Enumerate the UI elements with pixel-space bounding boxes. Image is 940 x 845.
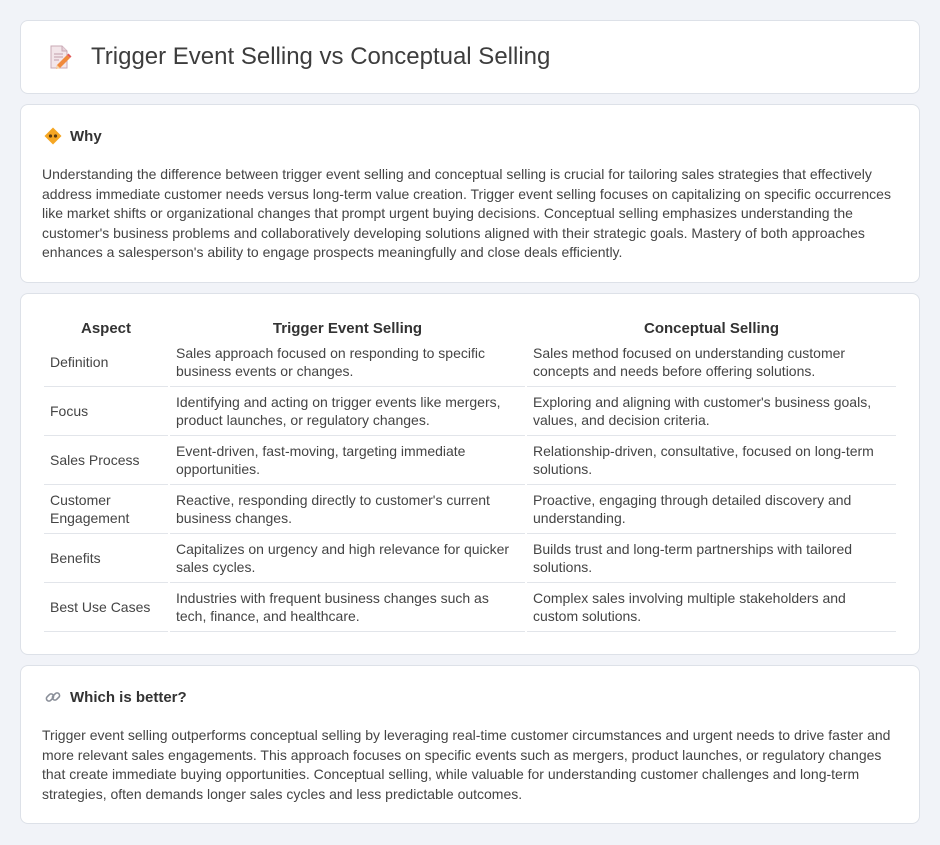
row-conceptual-value: Builds trust and long-term partnerships with tailored solutions.: [527, 534, 896, 583]
row-aspect: Sales Process: [44, 436, 168, 485]
comparison-table-card: [20, 293, 920, 655]
diamond-sign-icon: [44, 127, 62, 145]
row-aspect: Focus: [44, 387, 168, 436]
row-trigger-value: Sales approach focused on responding to specific business events or changes.: [170, 338, 525, 387]
page-title: Trigger Event Selling vs Conceptual Selling: [91, 43, 551, 70]
row-aspect: Best Use Cases: [44, 583, 168, 632]
why-heading: [44, 125, 898, 147]
why-section: [20, 104, 920, 283]
row-trigger-value: Reactive, responding directly to customer's current business changes.: [170, 485, 525, 534]
row-trigger-value: Capitalizes on urgency and high relevance for quicker sales cycles.: [170, 534, 525, 583]
why-text: Understanding the difference between trigger event selling and conceptual selling is crucial for tailoring sales strategies that effectively address immediate customer needs versus long-term value creation. Trigger event selling focuses on capitalizing on specific occurrences like market shifts or organizational changes that prompt urgent buying decisions. Conceptual selling emphasizes understanding the customer's business problems and collaboratively developing solutions aligned with their strategic goals. Mastery of both approaches enhances a salesperson's ability to engage prospects meaningfully and close deals efficiently.: [42, 166, 891, 260]
link-icon: [44, 688, 62, 706]
header-trigger-event-selling: Trigger Event Selling: [272, 320, 423, 337]
row-conceptual-value: Exploring and aligning with customer's business goals, values, and decision criteria.: [527, 387, 896, 436]
row-conceptual-value: Relationship-driven, consultative, focused on long-term solutions.: [527, 436, 896, 485]
title-card: [20, 20, 920, 94]
table-row: [44, 338, 896, 387]
row-aspect: Benefits: [44, 534, 168, 583]
better-heading-label: Which is better?: [70, 688, 187, 706]
which-is-better-section: [20, 665, 920, 824]
header-conceptual-selling: Conceptual Selling: [643, 320, 779, 337]
comparison-table: [42, 316, 898, 632]
table-row: [44, 485, 896, 534]
document-pencil-icon: [45, 43, 73, 71]
header-aspect: Aspect: [80, 320, 132, 337]
table-row: [44, 436, 896, 485]
why-heading-label: Why: [70, 127, 102, 145]
row-conceptual-value: Proactive, engaging through detailed discovery and understanding.: [527, 485, 896, 534]
table-header-row: [44, 316, 896, 338]
better-heading: [44, 686, 898, 708]
row-aspect: Customer Engagement: [44, 485, 168, 534]
table-row: [44, 534, 896, 583]
row-conceptual-value: Sales method focused on understanding customer concepts and needs before offering solutions.: [527, 338, 896, 387]
row-trigger-value: Industries with frequent business changes such as tech, finance, and healthcare.: [170, 583, 525, 632]
row-trigger-value: Identifying and acting on trigger events like mergers, product launches, or regulatory changes.: [170, 387, 525, 436]
table-row: [44, 387, 896, 436]
row-trigger-value: Event-driven, fast-moving, targeting immediate opportunities.: [170, 436, 525, 485]
row-aspect: Definition: [44, 338, 168, 387]
better-text: Trigger event selling outperforms conceptual selling by leveraging real-time customer circumstances and urgent needs to drive faster and more relevant sales engagements. This approach focuses on specific events such as mergers, product launches, or regulatory changes that create immediate buying opportunities. Conceptual selling, while valuable for understanding customer challenges and long-term strategies, often demands longer sales cycles and less predictable outcomes.: [42, 727, 891, 802]
table-row: [44, 583, 896, 632]
row-conceptual-value: Complex sales involving multiple stakeholders and custom solutions.: [527, 583, 896, 632]
